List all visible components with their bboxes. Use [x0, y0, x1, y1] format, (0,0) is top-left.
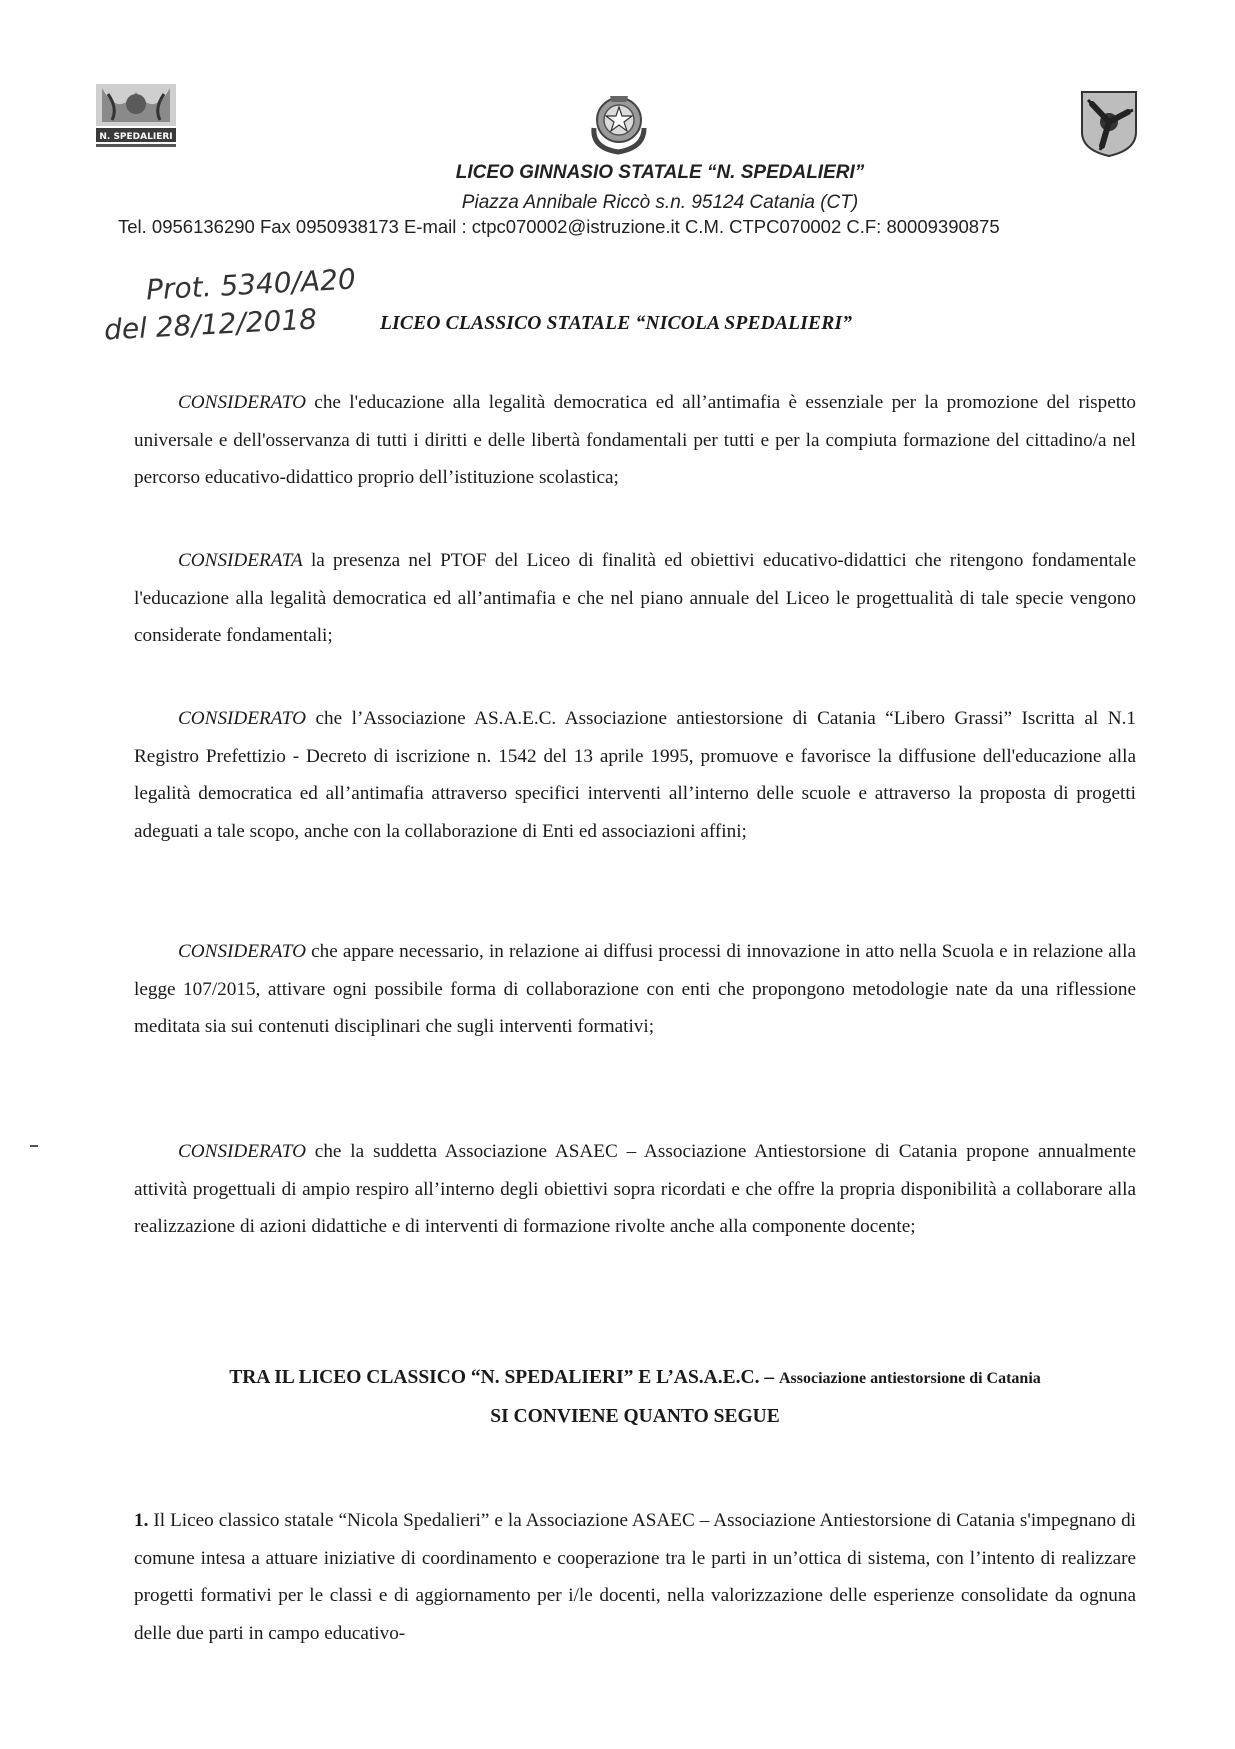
- article-number: 1.: [134, 1510, 149, 1531]
- logo-left-text: N. SPEDALIERI: [99, 132, 173, 142]
- article-text: Il Liceo classico statale “Nicola Spedalieri” e la Associazione ASAEC – Associazione Antiestorsione di Catania s'impegnano di comune intesa a attuare iniziative di coordinamento e cooperazione tra le parti in un’ottica di sistema, con l’intento di realizzare progetti formativi per le classi e di aggiornamento per i/le docenti, nella valorizzazione delle esperienze consolidate da ognuna delle due parti in campo educativo-: [134, 1510, 1136, 1644]
- section-heading: [134, 1367, 1136, 1389]
- paragraph-lead: CONSIDERATO: [178, 941, 306, 962]
- section-heading-small: Associazione antiestorsione di Catania: [778, 1370, 1041, 1387]
- paragraph-text: che l'educazione alla legalità democratica ed all’antimafia è essenziale per la promozione del rispetto universale e dell'osservanza di tutti i diritti e delle libertà fondamentali per tutti e per la compiuta formazione del cittadino/a nel percorso educativo-didattico proprio dell’istituzione scolastica;: [134, 392, 1136, 488]
- school-address: Piazza Annibale Riccò s.n. 95124 Catania (CT): [461, 192, 859, 213]
- handwritten-protocol-number: Prot. 5340/A20: [145, 262, 357, 307]
- margin-mark: [30, 1145, 38, 1147]
- paragraph-considerata: [134, 542, 1136, 655]
- section-heading-main: TRA IL LICEO CLASSICO “N. SPEDALIERI” E L’AS.A.E.C. –: [229, 1367, 779, 1388]
- paragraph-lead: CONSIDERATO: [178, 1141, 306, 1162]
- paragraph-considerato-3: [134, 933, 1136, 1046]
- paragraph-lead: CONSIDERATA: [178, 550, 303, 571]
- school-contacts: Tel. 0956136290 Fax 0950938173 E-mail : ctpc070002@istruzione.it C.M. CTPC070002 C.F: 80009390875: [118, 216, 1000, 237]
- handwritten-protocol-date: del 28/12/2018: [103, 302, 318, 347]
- article-1: [134, 1502, 1136, 1652]
- school-logo: [88, 78, 184, 152]
- document-title: LICEO CLASSICO STATALE “NICOLA SPEDALIERI”: [380, 313, 853, 334]
- school-name: LICEO GINNASIO STATALE “N. SPEDALIERI”: [455, 162, 865, 183]
- paragraph-text: che l’Associazione AS.A.E.C. Associazione antiestorsione di Catania “Libero Grassi” Iscritta al N.1 Registro Prefettizio - Decreto di iscrizione n. 1542 del 13 aprile 1995, promuove e favorisce la diffusione dell'educazione alla legalità democratica ed all’antimafia attraverso specifici interventi all’interno delle scuole e attraverso la proposta di progetti adeguati a tale scopo, anche con la collaborazione di Enti ed associazioni affini;: [134, 708, 1136, 842]
- italian-republic-emblem: [588, 88, 650, 156]
- sicily-region-logo: [1078, 88, 1140, 158]
- paragraph-lead: CONSIDERATO: [178, 708, 306, 729]
- paragraph-lead: CONSIDERATO: [178, 392, 306, 413]
- paragraph-text: che appare necessario, in relazione ai diffusi processi di innovazione in atto nella Scuola e in relazione alla legge 107/2015, attivare ogni possibile forma di collaborazione con enti che propongono metodologie nate da una riflessione meditata sia sui contenuti disciplinari che sugli interventi formativi;: [134, 941, 1136, 1037]
- section-heading-agreement: SI CONVIENE QUANTO SEGUE: [490, 1406, 780, 1427]
- paragraph-text: la presenza nel PTOF del Liceo di finalità ed obiettivi educativo-didattici che ritengono fondamentale l'educazione alla legalità democratica ed all’antimafia e che nel piano annuale del Liceo le progettualità di tale specie vengono considerate fondamentali;: [134, 550, 1136, 646]
- paragraph-considerato-2: [134, 700, 1136, 850]
- paragraph-text: che la suddetta Associazione ASAEC – Associazione Antiestorsione di Catania propone annualmente attività progettuali di ampio respiro all’interno degli obiettivi sopra ricordati e che offre la propria disponibilità a collaborare alla realizzazione di azioni didattiche e di interventi di formazione rivolte anche alla componente docente;: [134, 1141, 1136, 1237]
- paragraph-considerato-1: [134, 384, 1136, 497]
- paragraph-considerato-4: [134, 1133, 1136, 1246]
